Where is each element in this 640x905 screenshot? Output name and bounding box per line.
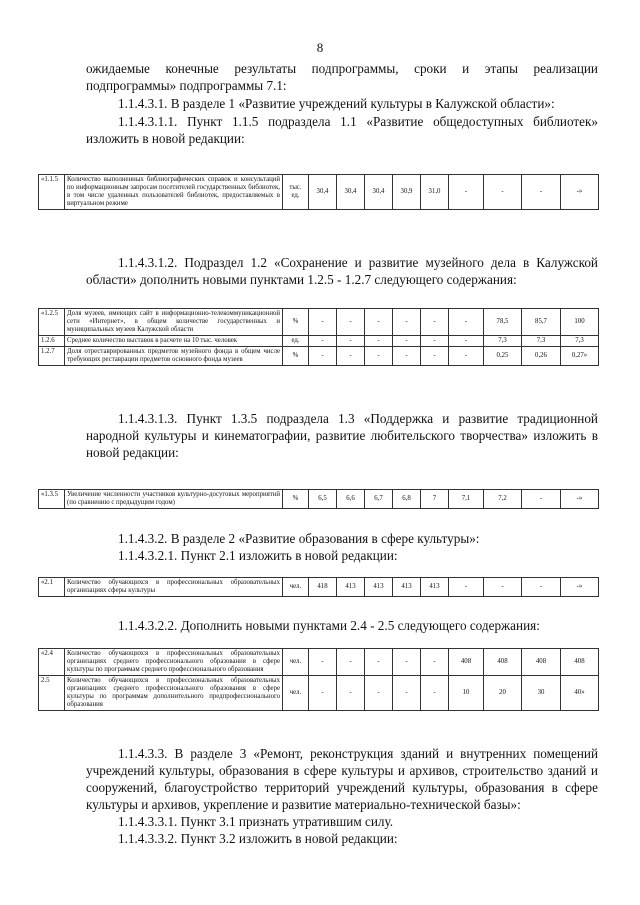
table-2-4-2-5: [38, 648, 599, 711]
value-cell: -: [309, 649, 337, 676]
value-cell: -»: [561, 490, 599, 509]
value-cell: -: [449, 336, 484, 347]
item-number-cell: 2.5: [39, 676, 65, 711]
table-1-2: [38, 308, 599, 366]
value-cell: -: [365, 309, 393, 336]
value-cell: 31,0: [421, 175, 449, 210]
paragraph: 1.1.4.3.2.1. Пункт 2.1 изложить в новой редакции:: [118, 548, 398, 563]
value-cell: -: [484, 578, 522, 597]
value-cell: 30: [522, 676, 561, 711]
value-cell: 408: [522, 649, 561, 676]
value-cell: 7: [421, 490, 449, 509]
value-cell: -: [309, 347, 337, 366]
value-cell: 20: [484, 676, 522, 711]
value-cell: 408: [561, 649, 599, 676]
value-cell: 10: [449, 676, 484, 711]
indicator-description-cell: Количество выполненных библиографических справок и консультаций по информационным запросам посетителей государственных библиотек, в том числе удаленных пользователей библиотек, предоставляемых в виртуальном режиме: [65, 175, 283, 210]
value-cell: -»: [561, 175, 599, 210]
paragraph: 1.1.4.3.1.2. Подраздел 1.2 «Сохранение и развитие музейного дела в Калужской области» дополнить новыми пунктами 1.2.5 - 1.2.7 следующего содержания:: [86, 255, 598, 287]
table-row: [39, 649, 599, 676]
indicator-description-cell: Увеличение численности участников культурно-досуговых мероприятий (по сравнению с предыдущим годом): [65, 490, 283, 509]
value-cell: -: [393, 309, 421, 336]
unit-cell: %: [283, 309, 309, 336]
value-cell: 30,4: [337, 175, 365, 210]
value-cell: 85,7: [522, 309, 561, 336]
value-cell: -: [449, 175, 484, 210]
table-1-1-5: [38, 174, 599, 210]
value-cell: -: [337, 649, 365, 676]
value-cell: -: [421, 649, 449, 676]
value-cell: -: [393, 347, 421, 366]
indicator-description-cell: Доля музеев, имеющих сайт в информационно-телекоммуникационной сети «Интернет», в общем количестве государственных и муниципальных музеев Калужской области: [65, 309, 283, 336]
table-row: [39, 676, 599, 711]
value-cell: 7,3: [522, 336, 561, 347]
paragraph: 1.1.4.3.1.1. Пункт 1.1.5 подраздела 1.1 «Развитие общедоступных библиотек» изложить в новой редакции:: [86, 114, 598, 146]
item-number-cell: «2.1: [39, 578, 65, 597]
value-cell: 0,26: [522, 347, 561, 366]
table-row: [39, 578, 599, 597]
table-1-3-5: [38, 489, 599, 509]
table-row: [39, 309, 599, 336]
paragraph: 1.1.4.3.2. В разделе 2 «Развитие образования в сфере культуры»:: [118, 531, 480, 546]
value-cell: -: [365, 336, 393, 347]
unit-cell: чел.: [283, 676, 309, 711]
value-cell: 7,3: [484, 336, 522, 347]
value-cell: 413: [337, 578, 365, 597]
value-cell: 6,8: [393, 490, 421, 509]
item-number-cell: «1.1.5: [39, 175, 65, 210]
paragraph: ожидаемые конечные результаты подпрограммы, сроки и этапы реализации подпрограммы» подпрограммы 7.1:: [86, 61, 598, 93]
value-cell: 78,5: [484, 309, 522, 336]
value-cell: -: [337, 336, 365, 347]
value-cell: -: [522, 578, 561, 597]
value-cell: 100: [561, 309, 599, 336]
value-cell: -: [421, 309, 449, 336]
item-number-cell: «2.4: [39, 649, 65, 676]
value-cell: 0,25: [484, 347, 522, 366]
value-cell: 408: [449, 649, 484, 676]
paragraph: 1.1.4.3.2.2. Дополнить новыми пунктами 2.4 - 2.5 следующего содержания:: [118, 618, 540, 633]
item-number-cell: 1.2.6: [39, 336, 65, 347]
table-row: [39, 347, 599, 366]
value-cell: -: [393, 649, 421, 676]
unit-cell: ед.: [283, 336, 309, 347]
paragraph: 1.1.4.3.1. В разделе 1 «Развитие учреждений культуры в Калужской области»:: [118, 96, 555, 111]
value-cell: -: [365, 676, 393, 711]
item-number-cell: «1.2.5: [39, 309, 65, 336]
value-cell: -: [421, 336, 449, 347]
value-cell: 30,9: [393, 175, 421, 210]
value-cell: 7,2: [484, 490, 522, 509]
value-cell: -: [421, 347, 449, 366]
unit-cell: тыс. ед.: [283, 175, 309, 210]
value-cell: -: [309, 309, 337, 336]
value-cell: -: [484, 175, 522, 210]
value-cell: 0,27»: [561, 347, 599, 366]
paragraph: 1.1.4.3.3.2. Пункт 3.2 изложить в новой редакции:: [118, 831, 398, 846]
value-cell: 40»: [561, 676, 599, 711]
value-cell: -: [449, 578, 484, 597]
value-cell: -: [522, 175, 561, 210]
value-cell: -: [522, 490, 561, 509]
indicator-description-cell: Среднее количество выставок в расчете на 10 тыс. человек: [65, 336, 283, 347]
item-number-cell: 1.2.7: [39, 347, 65, 366]
value-cell: -: [309, 676, 337, 711]
value-cell: 6,6: [337, 490, 365, 509]
value-cell: 408: [484, 649, 522, 676]
value-cell: 6,7: [365, 490, 393, 509]
value-cell: -: [337, 309, 365, 336]
value-cell: 7,1: [449, 490, 484, 509]
unit-cell: %: [283, 347, 309, 366]
indicator-description-cell: Количество обучающихся в профессиональных образовательных организациях среднего профессионального образования в сфере культуры по программам дополнительного предпрофессионального образования: [65, 676, 283, 711]
indicator-description-cell: Доля отреставрированных предметов музейного фонда в общем числе требующих реставрации предметов основного фонда музеев: [65, 347, 283, 366]
indicator-description-cell: Количество обучающихся в профессиональных образовательных организациях среднего профессионального образования в сфере культуры по программам среднего профессионального образования: [65, 649, 283, 676]
value-cell: -: [449, 347, 484, 366]
table-row: [39, 336, 599, 347]
table-2-1: [38, 577, 599, 597]
unit-cell: %: [283, 490, 309, 509]
table-row: [39, 175, 599, 210]
unit-cell: чел.: [283, 578, 309, 597]
value-cell: 30,4: [309, 175, 337, 210]
value-cell: -: [309, 336, 337, 347]
value-cell: -»: [561, 578, 599, 597]
paragraph: 1.1.4.3.3.1. Пункт 3.1 признать утратившим силу.: [118, 814, 394, 829]
value-cell: -: [337, 347, 365, 366]
unit-cell: чел.: [283, 649, 309, 676]
value-cell: 413: [393, 578, 421, 597]
value-cell: 30,4: [365, 175, 393, 210]
value-cell: -: [337, 676, 365, 711]
value-cell: -: [449, 309, 484, 336]
value-cell: -: [393, 676, 421, 711]
indicator-description-cell: Количество обучающихся в профессиональных образовательных организациях сферы культуры: [65, 578, 283, 597]
value-cell: 7,3: [561, 336, 599, 347]
value-cell: -: [393, 336, 421, 347]
value-cell: -: [421, 676, 449, 711]
paragraph: 1.1.4.3.3. В разделе 3 «Ремонт, реконструкция зданий и внутренних помещений учреждений культуры, образования в сфере культуры и архивов, строительство зданий и сооружений, благоустройство территорий учреждений культуры, образования в сфере культуры и архивов, укрепление и развитие материально-технической базы»:: [86, 746, 598, 812]
value-cell: 6,5: [309, 490, 337, 509]
value-cell: -: [365, 347, 393, 366]
value-cell: -: [365, 649, 393, 676]
paragraph: 1.1.4.3.1.3. Пункт 1.3.5 подраздела 1.3 «Поддержка и развитие традиционной народной культуры и кинематографии, развитие любительского творчества» изложить в новой редакции:: [86, 411, 598, 460]
item-number-cell: «1.3.5: [39, 490, 65, 509]
table-row: [39, 490, 599, 509]
value-cell: 413: [365, 578, 393, 597]
value-cell: 413: [421, 578, 449, 597]
page-number: 8: [316, 40, 324, 55]
value-cell: 418: [309, 578, 337, 597]
